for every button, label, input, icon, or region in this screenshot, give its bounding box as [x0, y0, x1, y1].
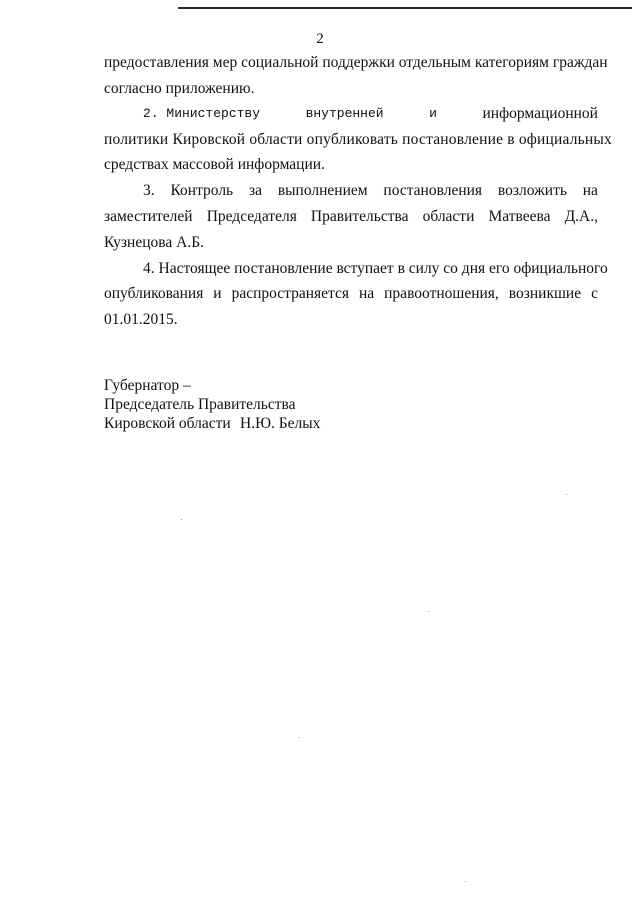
p3-word: 3.: [143, 182, 155, 199]
scan-speck: [299, 737, 300, 738]
p4-word: и: [213, 285, 222, 302]
p4-word: правоотношения,: [384, 285, 499, 302]
p3-word: выполнением: [277, 182, 368, 199]
p3-word: Матвеева: [488, 208, 551, 225]
p2-word: 2. Министерству: [143, 106, 261, 121]
paragraph-1-line-1: [104, 53, 608, 73]
p3-word: Контроль: [170, 182, 234, 199]
p4-word: с: [591, 285, 598, 302]
p4-word: возникшие: [508, 285, 582, 302]
p2-word: и: [429, 106, 437, 121]
scan-speck: [465, 881, 466, 882]
signature-title-3: Кировской области: [104, 415, 231, 432]
p3-word: Председателя: [206, 208, 297, 225]
signature-title-2: Председатель Правительства: [104, 396, 296, 413]
page-number: 2: [316, 31, 324, 47]
paragraph-2-line-1: [143, 104, 598, 124]
paragraph-4-line-3: 01.01.2015.: [104, 311, 178, 328]
p2-word: информационной: [482, 105, 598, 122]
p3-word: на: [582, 182, 598, 199]
p3-word: за: [248, 182, 262, 199]
p3-word: Правительства: [310, 208, 409, 225]
paragraph-4-line-1: 4. Настоящее постановление вступает в силу со дня его официального: [143, 260, 608, 277]
p4-word: распространяется: [231, 285, 350, 302]
top-rule: [178, 7, 632, 9]
p3-word: заместителей: [104, 208, 193, 225]
signature-title-1: Губернатор –: [104, 377, 191, 394]
p4-word: опубликования: [104, 285, 204, 302]
scan-speck: [181, 519, 182, 520]
paragraph-3-line-2: [104, 207, 598, 227]
scan-speck: [566, 494, 567, 495]
paragraph-1-line-2: согласно приложению.: [104, 80, 255, 97]
p3-word: области: [422, 208, 475, 225]
paragraph-3-line-1: [143, 181, 598, 201]
signature-name: Н.Ю. Белых: [240, 415, 321, 432]
paragraph-2-line-2: политики Кировской области опубликовать постановление в официальных: [104, 131, 612, 148]
p3-word: Д.А.,: [564, 208, 598, 225]
paragraph-3-line-3: Кузнецова А.Б.: [104, 234, 204, 251]
scan-speck: [428, 611, 429, 612]
paragraph-1-line-1-text: предоставления мер социальной поддержки отдельным категориям граждан: [104, 54, 608, 71]
p2-word: внутренней: [305, 106, 384, 121]
paragraph-4-line-2: [104, 284, 598, 304]
p3-word: возложить: [497, 182, 567, 199]
p4-word: на: [358, 285, 375, 302]
paragraph-2-line-3: средствах массовой информации.: [104, 156, 325, 173]
p3-word: постановления: [383, 182, 483, 199]
